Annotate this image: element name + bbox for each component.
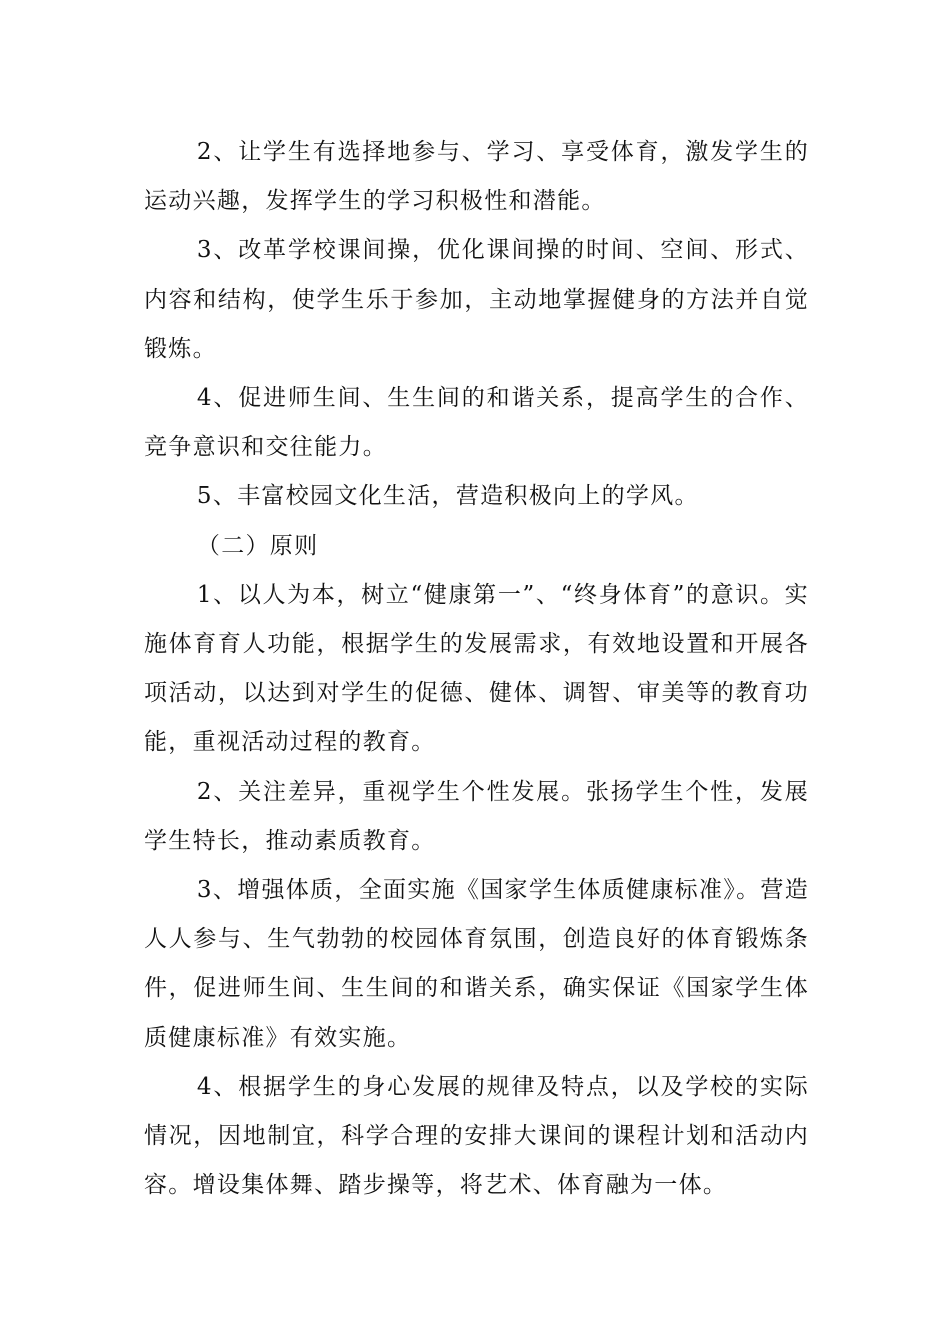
section-heading-principles: （二）原则 (196, 532, 319, 559)
paragraph-goal-3: 3、改革学校课间操，优化课间操的时间、空间、形式、内容和结构，使学生乐于参加，主动地掌握健身的方法并自觉锻炼。 (144, 237, 809, 362)
paragraph-principle-2: 2、关注差异，重视学生个性发展。张扬学生个性，发展学生特长，推动素质教育。 (144, 778, 809, 854)
paragraph-principle-3: 3、增强体质，全面实施《国家学生体质健康标准》。营造人人参与、生气勃勃的校园体育氛围，创造良好的体育锻炼条件，促进师生间、生生间的和谐关系，确实保证《国家学生体质健康标准》有效实施。 (144, 877, 809, 1051)
paragraph-principle-4: 4、根据学生的身心发展的规律及特点，以及学校的实际情况，因地制宜，科学合理的安排大课间的课程计划和活动内容。增设集体舞、踏步操等，将艺术、体育融为一体。 (144, 1073, 809, 1199)
paragraph-goal-5: 5、丰富校园文化生活，营造积极向上的学风。 (196, 483, 699, 510)
paragraph-goal-2: 2、让学生有选择地参与、学习、享受体育，激发学生的运动兴趣，发挥学生的学习积极性和潜能。 (144, 139, 809, 215)
paragraph-goal-4: 4、促进师生间、生生间的和谐关系，提高学生的合作、竞争意识和交往能力。 (144, 385, 809, 461)
document-body (144, 128, 809, 1210)
paragraph-principle-1: 1、以人为本，树立“健康第一”、“终身体育”的意识。实施体育育人功能，根据学生的发展需求，有效地设置和开展各项活动，以达到对学生的促德、健体、调智、审美等的教育功能，重视活动过程的教育。 (144, 581, 809, 756)
